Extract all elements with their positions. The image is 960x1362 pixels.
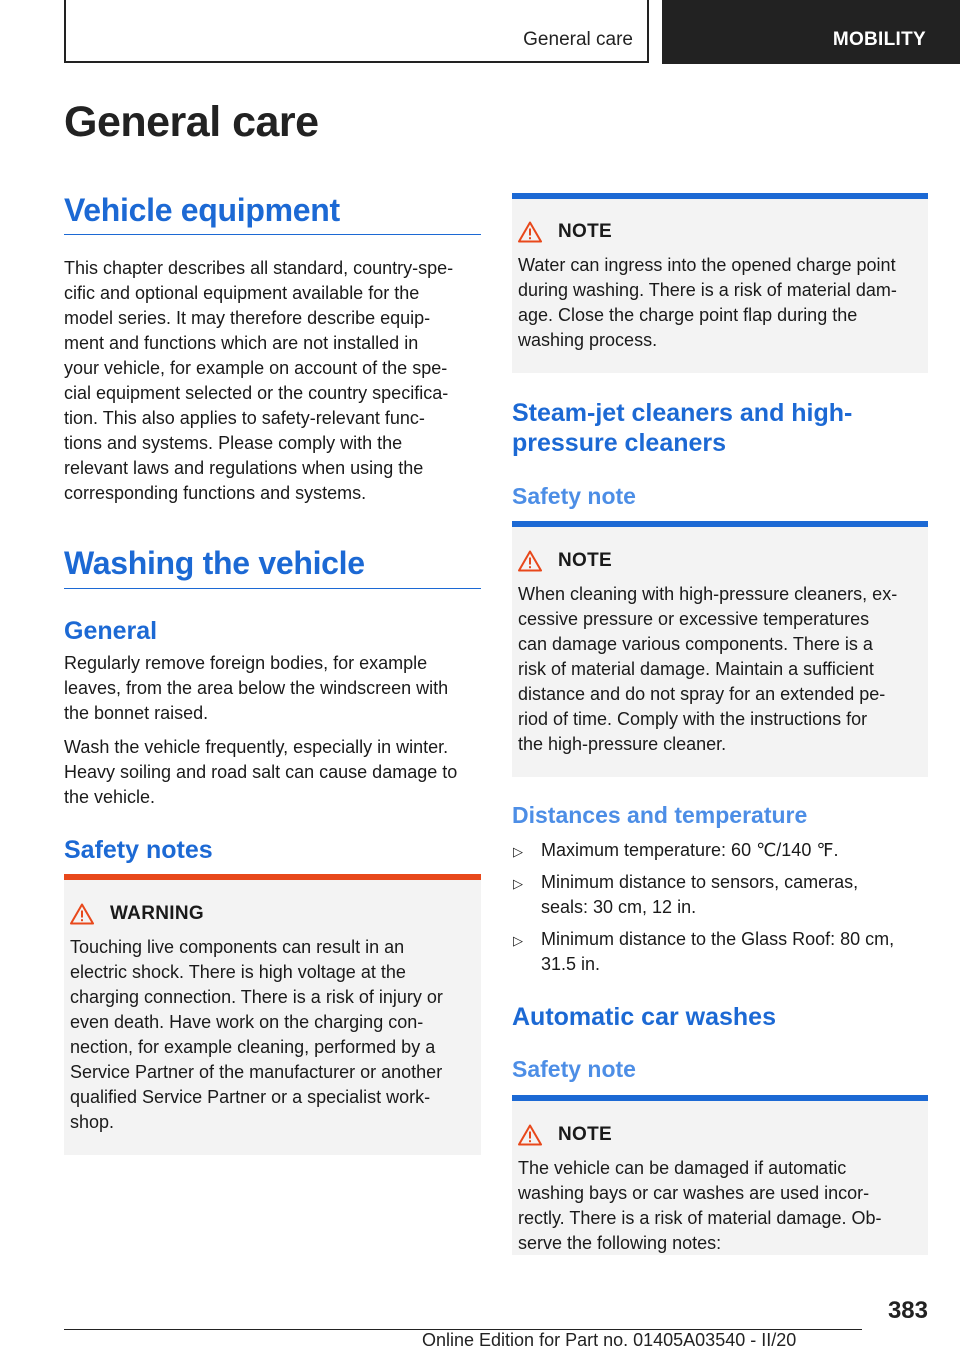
header-chapter-tab [662,0,960,64]
list-item [512,927,928,977]
warning-triangle-icon [70,903,94,925]
note-bar [512,521,928,527]
note-text: When cleaning with high-pressure cleaners, ex- cessive pressure or excessive temperatures can damage various components. There is a risk of material damage. Maintain a sufficient distance and do not spray for an extended pe- riod of time. Comply with the instructions for the high-pressure cleaner. [518,584,898,754]
note-text: Water can ingress into the opened charge point during washing. There is a risk of material dam- age. Close the charge point flap during the washing process. [518,255,897,350]
edition-info: Online Edition for Part no. 01405A03540 - II/20 [422,1330,797,1350]
heading-rule [64,588,481,589]
warning-box [64,874,481,1155]
note-label: NOTE [558,1124,612,1145]
warning-triangle-icon [518,221,542,243]
heading-safety-note-car-wash: Safety note [512,1056,636,1082]
heading-vehicle-equipment: Vehicle equipment [64,192,340,228]
warning-bar [64,874,481,880]
heading-washing-the-vehicle: Washing the vehicle [64,545,365,581]
warning-header [70,903,204,925]
note-header [518,1124,612,1146]
list-item [512,838,928,863]
note-label: NOTE [558,550,612,571]
general-paragraph-2: Wash the vehicle frequently, especially in winter. Heavy soiling and road salt can cause damage to the vehicle. [64,737,458,807]
list-item [512,870,928,920]
note-box-charge-point [512,193,928,373]
distances-list [512,838,928,984]
triangle-bullet-icon: ▷ [513,933,523,948]
note-header [518,221,612,243]
note-label: NOTE [558,221,612,242]
page-header [0,0,960,66]
heading-safety-note-steam: Safety note [512,483,636,509]
note-bar [512,1095,928,1101]
note-bar [512,193,928,199]
header-section-box [64,0,649,63]
triangle-bullet-icon: ▷ [513,844,523,859]
note-box-car-wash [512,1095,928,1255]
page-title: General care [64,98,319,146]
list-item-text: Maximum temperature: 60 ℃/140 ℉. [541,840,839,860]
heading-distances-and-temperature: Distances and temperature [512,802,808,828]
list-item-text: Minimum distance to the Glass Roof: 80 cm, 31.5 in. [541,929,895,974]
heading-steam-jet-cleaners: Steam-jet cleaners and high- pressure cleaners [512,399,853,457]
general-paragraph-1: Regularly remove foreign bodies, for example leaves, from the area below the windscreen with the bonnet raised. [64,653,449,723]
heading-rule [64,234,481,235]
note-box-high-pressure [512,521,928,777]
header-section-title: General care [523,29,633,50]
heading-general: General [64,617,158,645]
list-item-text: Minimum distance to sensors, cameras, seals: 30 cm, 12 in. [541,872,859,917]
header-chapter-title: MOBILITY [832,29,926,50]
warning-triangle-icon [518,1124,542,1146]
triangle-bullet-icon: ▷ [513,876,523,891]
warning-label: WARNING [110,903,204,924]
page-number: 383 [887,1297,928,1324]
vehicle-equipment-text: This chapter describes all standard, country-spe- cific and optional equipment available for the model series. It may therefore describe equip- ment and functions which are not installed in your vehicle, for example on account of the spe- cial equipment selected or the country specifica- tion. This also applies to safety-relevant func- tions and systems. Please comply with the relevant laws and regulations when using the corresponding functions and systems. [64,258,454,503]
warning-text: Touching live components can result in an electric shock. There is high voltage at the charging connection. There is a risk of injury or even death. Have work on the charging con- nection, for example cleaning, performed by a Service Partner of the manufacturer or another qualified Service Partner or a specialist work- shop. [70,937,443,1132]
heading-safety-notes: Safety notes [64,836,213,864]
note-text: The vehicle can be damaged if automatic washing bays or car washes are used incor- rectly. There is a risk of material damage. Ob- serve the following notes: [518,1158,882,1253]
heading-automatic-car-washes: Automatic car washes [512,1003,776,1031]
warning-triangle-icon [518,550,542,572]
note-header [518,550,612,572]
